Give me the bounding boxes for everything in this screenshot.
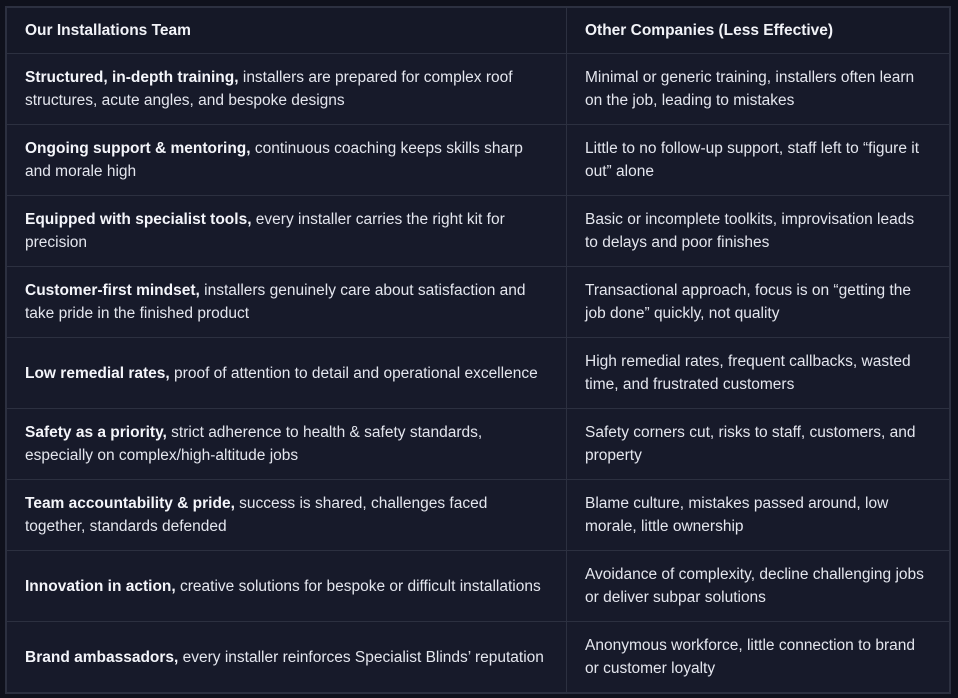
header-our-team: Our Installations Team (7, 8, 567, 54)
other-companies-cell: Blame culture, mistakes passed around, low morale, little ownership (567, 480, 950, 551)
feature-title: Ongoing support & mentoring, (25, 140, 251, 157)
other-companies-cell: Anonymous workforce, little connection to brand or customer loyalty (567, 622, 950, 693)
other-companies-cell: Transactional approach, focus is on “getting the job done” quickly, not quality (567, 267, 950, 338)
feature-description: success is shared, challenges faced together, standards defended (25, 495, 488, 535)
table-row (7, 196, 950, 267)
table-row (7, 551, 950, 622)
our-team-cell (7, 196, 567, 267)
our-team-cell (7, 54, 567, 125)
our-team-cell (7, 125, 567, 196)
other-companies-cell: High remedial rates, frequent callbacks, wasted time, and frustrated customers (567, 338, 950, 409)
feature-description: creative solutions for bespoke or difficult installations (175, 577, 541, 595)
feature-description: every installer reinforces Specialist Blinds’ reputation (178, 648, 544, 666)
other-companies-cell: Avoidance of complexity, decline challenging jobs or deliver subpar solutions (567, 551, 950, 622)
other-companies-cell: Basic or incomplete toolkits, improvisation leads to delays and poor finishes (567, 196, 950, 267)
other-companies-cell: Minimal or generic training, installers often learn on the job, leading to mistakes (567, 54, 950, 125)
feature-description: proof of attention to detail and operational excellence (169, 364, 538, 382)
other-companies-cell: Little to no follow-up support, staff left to “figure it out” alone (567, 125, 950, 196)
comparison-table (6, 7, 950, 693)
feature-title: Brand ambassadors, (25, 648, 179, 666)
feature-description: every installer carries the right kit for precision (25, 211, 505, 251)
table-row (7, 267, 950, 338)
feature-title: Customer-first mindset, (25, 282, 200, 299)
header-row (7, 8, 950, 54)
feature-description: strict adherence to health & safety standards, especially on complex/high-altitude jobs (25, 424, 483, 464)
feature-title: Low remedial rates, (25, 364, 170, 382)
other-companies-cell: Safety corners cut, risks to staff, customers, and property (567, 409, 950, 480)
comparison-table-container (5, 6, 951, 694)
feature-title: Safety as a priority, (25, 424, 167, 441)
table-row (7, 338, 950, 409)
feature-description: installers are prepared for complex roof structures, acute angles, and bespoke designs (25, 69, 513, 109)
feature-description: continuous coaching keeps skills sharp and morale high (25, 140, 523, 180)
our-team-cell (7, 551, 567, 622)
table-row (7, 622, 950, 693)
table-row (7, 125, 950, 196)
header-other-companies: Other Companies (Less Effective) (567, 8, 950, 54)
table-row (7, 480, 950, 551)
table-row (7, 409, 950, 480)
feature-title: Structured, in-depth training, (25, 69, 239, 86)
feature-title: Innovation in action, (25, 577, 176, 595)
table-row (7, 54, 950, 125)
feature-title: Equipped with specialist tools, (25, 211, 252, 228)
our-team-cell (7, 409, 567, 480)
feature-description: installers genuinely care about satisfaction and take pride in the finished product (25, 282, 526, 322)
feature-title: Team accountability & pride, (25, 495, 235, 512)
our-team-cell (7, 267, 567, 338)
our-team-cell (7, 338, 567, 409)
our-team-cell (7, 622, 567, 693)
our-team-cell (7, 480, 567, 551)
